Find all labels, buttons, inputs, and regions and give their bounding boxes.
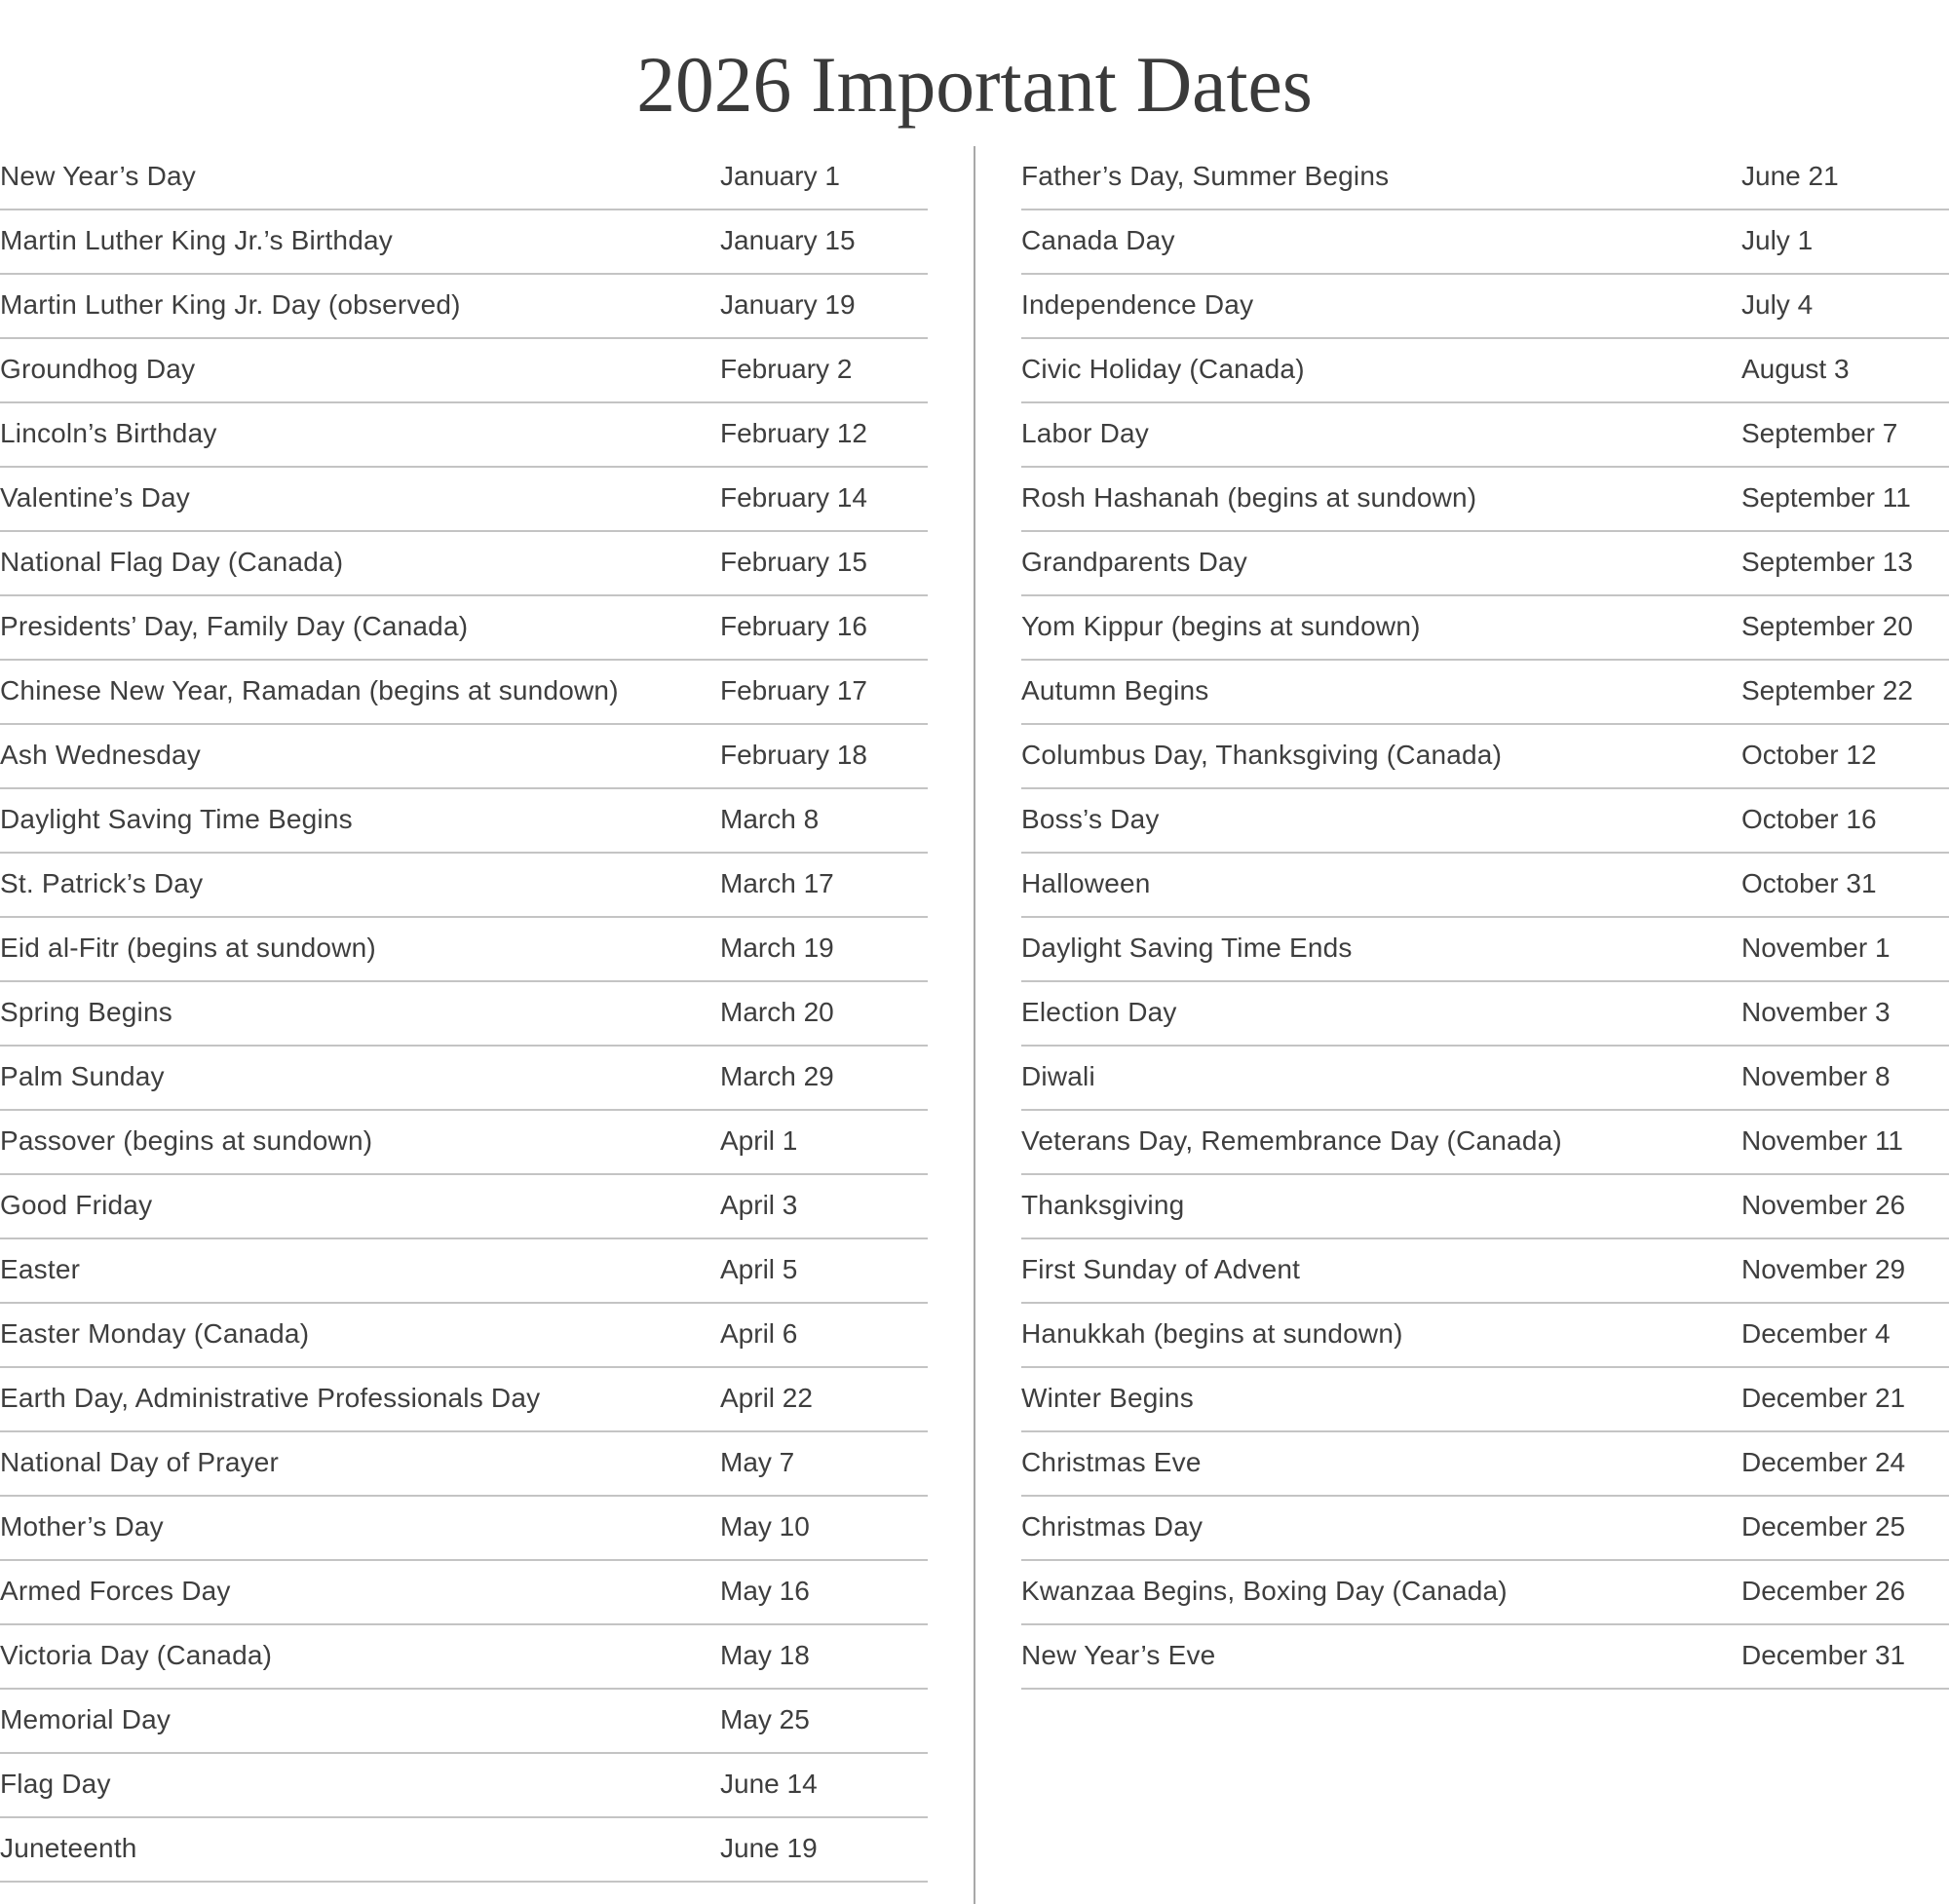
event-name: Kwanzaa Begins, Boxing Day (Canada) <box>1021 1576 1508 1606</box>
event-date: May 25 <box>720 1704 810 1734</box>
date-row <box>1021 1625 1949 1690</box>
date-row <box>0 596 928 661</box>
date-row <box>0 918 928 982</box>
event-name: Election Day <box>1021 997 1177 1027</box>
event-name: Victoria Day (Canada) <box>0 1640 273 1670</box>
event-date: September 13 <box>1741 547 1913 577</box>
event-name: Good Friday <box>0 1190 153 1220</box>
event-name: Canada Day <box>1021 225 1175 255</box>
event-date: January 1 <box>720 161 840 191</box>
event-name: Juneteenth <box>0 1833 137 1863</box>
event-name: Ash Wednesday <box>0 740 201 770</box>
date-row <box>1021 1368 1949 1432</box>
event-name: Lincoln’s Birthday <box>0 418 217 448</box>
event-name: Memorial Day <box>0 1704 172 1734</box>
event-name: Earth Day, Administrative Professionals Day <box>0 1383 541 1413</box>
event-date: October 12 <box>1741 740 1877 770</box>
event-name: Diwali <box>1021 1061 1095 1091</box>
date-row <box>0 1690 928 1754</box>
event-name: Valentine’s Day <box>0 482 190 513</box>
date-row <box>0 532 928 596</box>
event-date: April 6 <box>720 1318 798 1349</box>
date-row <box>1021 1304 1949 1368</box>
date-row <box>1021 532 1949 596</box>
event-date: November 1 <box>1741 933 1891 963</box>
date-row <box>1021 275 1949 339</box>
event-name: Columbus Day, Thanksgiving (Canada) <box>1021 740 1503 770</box>
event-name: Winter Begins <box>1021 1383 1194 1413</box>
event-name: Spring Begins <box>0 997 172 1027</box>
date-row <box>1021 403 1949 468</box>
event-name: Thanksgiving <box>1021 1190 1185 1220</box>
dates-list-left <box>0 146 928 1883</box>
event-name: Eid al-Fitr (begins at sundown) <box>0 933 376 963</box>
event-date: December 24 <box>1741 1447 1906 1477</box>
event-name: National Day of Prayer <box>0 1447 280 1477</box>
event-name: Rosh Hashanah (begins at sundown) <box>1021 482 1477 513</box>
date-row <box>0 982 928 1047</box>
event-date: May 7 <box>720 1447 795 1477</box>
page-title: 2026 Important Dates <box>636 39 1313 129</box>
event-date: February 12 <box>720 418 867 448</box>
event-date: September 22 <box>1741 675 1913 705</box>
event-date: November 11 <box>1741 1125 1904 1156</box>
event-date: October 16 <box>1741 804 1877 834</box>
date-row <box>0 1368 928 1432</box>
date-row <box>0 1754 928 1818</box>
event-name: National Flag Day (Canada) <box>0 547 344 577</box>
event-date: July 1 <box>1741 225 1814 255</box>
date-row <box>0 854 928 918</box>
date-row <box>0 339 928 403</box>
event-name: Presidents’ Day, Family Day (Canada) <box>0 611 469 641</box>
date-row <box>1021 1111 1949 1175</box>
event-date: April 1 <box>720 1125 798 1156</box>
event-date: March 20 <box>720 997 834 1027</box>
event-date: April 3 <box>720 1190 798 1220</box>
event-date: December 31 <box>1741 1640 1906 1670</box>
event-name: Halloween <box>1021 868 1151 898</box>
date-row <box>0 1047 928 1111</box>
date-row <box>1021 661 1949 725</box>
date-row <box>1021 1175 1949 1239</box>
date-row <box>1021 918 1949 982</box>
event-name: Armed Forces Day <box>0 1576 231 1606</box>
date-row <box>0 1432 928 1497</box>
date-row <box>1021 1047 1949 1111</box>
event-date: February 2 <box>720 354 853 384</box>
event-name: Chinese New Year, Ramadan (begins at sundown) <box>0 675 619 705</box>
event-date: December 21 <box>1741 1383 1906 1413</box>
event-name: Grandparents Day <box>1021 547 1247 577</box>
event-date: December 25 <box>1741 1511 1906 1542</box>
date-row <box>0 403 928 468</box>
event-name: Christmas Day <box>1021 1511 1204 1542</box>
date-row <box>0 146 928 210</box>
event-date: February 16 <box>720 611 867 641</box>
event-name: New Year’s Eve <box>1021 1640 1216 1670</box>
date-row <box>0 1111 928 1175</box>
date-row <box>1021 982 1949 1047</box>
event-date: March 17 <box>720 868 834 898</box>
date-row <box>0 661 928 725</box>
event-date: November 26 <box>1741 1190 1906 1220</box>
date-row <box>1021 596 1949 661</box>
event-date: December 26 <box>1741 1576 1906 1606</box>
event-date: June 21 <box>1741 161 1839 191</box>
date-row <box>1021 1239 1949 1304</box>
event-date: March 29 <box>720 1061 834 1091</box>
date-row <box>0 1497 928 1561</box>
date-row <box>1021 339 1949 403</box>
event-name: New Year’s Day <box>0 161 196 191</box>
date-row <box>0 1818 928 1883</box>
event-name: Independence Day <box>1021 289 1254 320</box>
event-name: Groundhog Day <box>0 354 196 384</box>
event-name: Palm Sunday <box>0 1061 165 1091</box>
event-date: January 19 <box>720 289 856 320</box>
date-row <box>0 1175 928 1239</box>
event-date: September 7 <box>1741 418 1898 448</box>
event-name: Daylight Saving Time Begins <box>0 804 353 834</box>
event-date: September 11 <box>1741 482 1911 513</box>
event-date: May 18 <box>720 1640 810 1670</box>
event-date: September 20 <box>1741 611 1913 641</box>
date-row <box>0 1561 928 1625</box>
event-date: February 17 <box>720 675 867 705</box>
event-date: February 14 <box>720 482 867 513</box>
column-divider <box>974 146 975 1904</box>
date-row <box>1021 1432 1949 1497</box>
event-name: Christmas Eve <box>1021 1447 1202 1477</box>
event-name: Autumn Begins <box>1021 675 1209 705</box>
date-row <box>0 725 928 789</box>
date-row <box>1021 789 1949 854</box>
date-row <box>0 789 928 854</box>
event-date: May 10 <box>720 1511 810 1542</box>
date-row <box>0 275 928 339</box>
event-date: January 15 <box>720 225 856 255</box>
event-name: Passover (begins at sundown) <box>0 1125 373 1156</box>
event-date: June 14 <box>720 1769 818 1799</box>
event-name: Labor Day <box>1021 418 1149 448</box>
date-row <box>0 210 928 275</box>
event-date: April 22 <box>720 1383 813 1413</box>
date-row <box>0 1304 928 1368</box>
date-row <box>1021 1561 1949 1625</box>
event-name: Veterans Day, Remembrance Day (Canada) <box>1021 1125 1562 1156</box>
date-row <box>1021 468 1949 532</box>
event-date: April 5 <box>720 1254 798 1284</box>
event-date: May 16 <box>720 1576 810 1606</box>
event-name: Mother’s Day <box>0 1511 164 1542</box>
event-date: February 18 <box>720 740 867 770</box>
event-name: First Sunday of Advent <box>1021 1254 1301 1284</box>
event-name: Martin Luther King Jr. Day (observed) <box>0 289 461 320</box>
event-name: Boss’s Day <box>1021 804 1160 834</box>
date-row <box>1021 146 1949 210</box>
event-name: Father’s Day, Summer Begins <box>1021 161 1390 191</box>
event-name: Flag Day <box>0 1769 111 1799</box>
event-name: Martin Luther King Jr.’s Birthday <box>0 225 393 255</box>
event-name: St. Patrick’s Day <box>0 868 204 898</box>
date-row <box>1021 1497 1949 1561</box>
date-row <box>0 1239 928 1304</box>
date-row <box>1021 725 1949 789</box>
event-name: Easter <box>0 1254 81 1284</box>
event-name: Hanukkah (begins at sundown) <box>1021 1318 1403 1349</box>
event-date: March 8 <box>720 804 820 834</box>
event-date: November 3 <box>1741 997 1891 1027</box>
dates-list-right <box>1021 146 1949 1690</box>
event-name: Civic Holiday (Canada) <box>1021 354 1305 384</box>
event-date: July 4 <box>1741 289 1814 320</box>
event-date: December 4 <box>1741 1318 1891 1349</box>
event-date: August 3 <box>1741 354 1850 384</box>
date-row <box>0 1625 928 1690</box>
event-date: November 8 <box>1741 1061 1891 1091</box>
event-date: October 31 <box>1741 868 1877 898</box>
date-row <box>1021 854 1949 918</box>
event-name: Yom Kippur (begins at sundown) <box>1021 611 1421 641</box>
event-date: June 19 <box>720 1833 818 1863</box>
date-row <box>0 468 928 532</box>
event-date: March 19 <box>720 933 834 963</box>
date-row <box>1021 210 1949 275</box>
event-name: Easter Monday (Canada) <box>0 1318 310 1349</box>
event-name: Daylight Saving Time Ends <box>1021 933 1353 963</box>
event-date: November 29 <box>1741 1254 1906 1284</box>
event-date: February 15 <box>720 547 867 577</box>
